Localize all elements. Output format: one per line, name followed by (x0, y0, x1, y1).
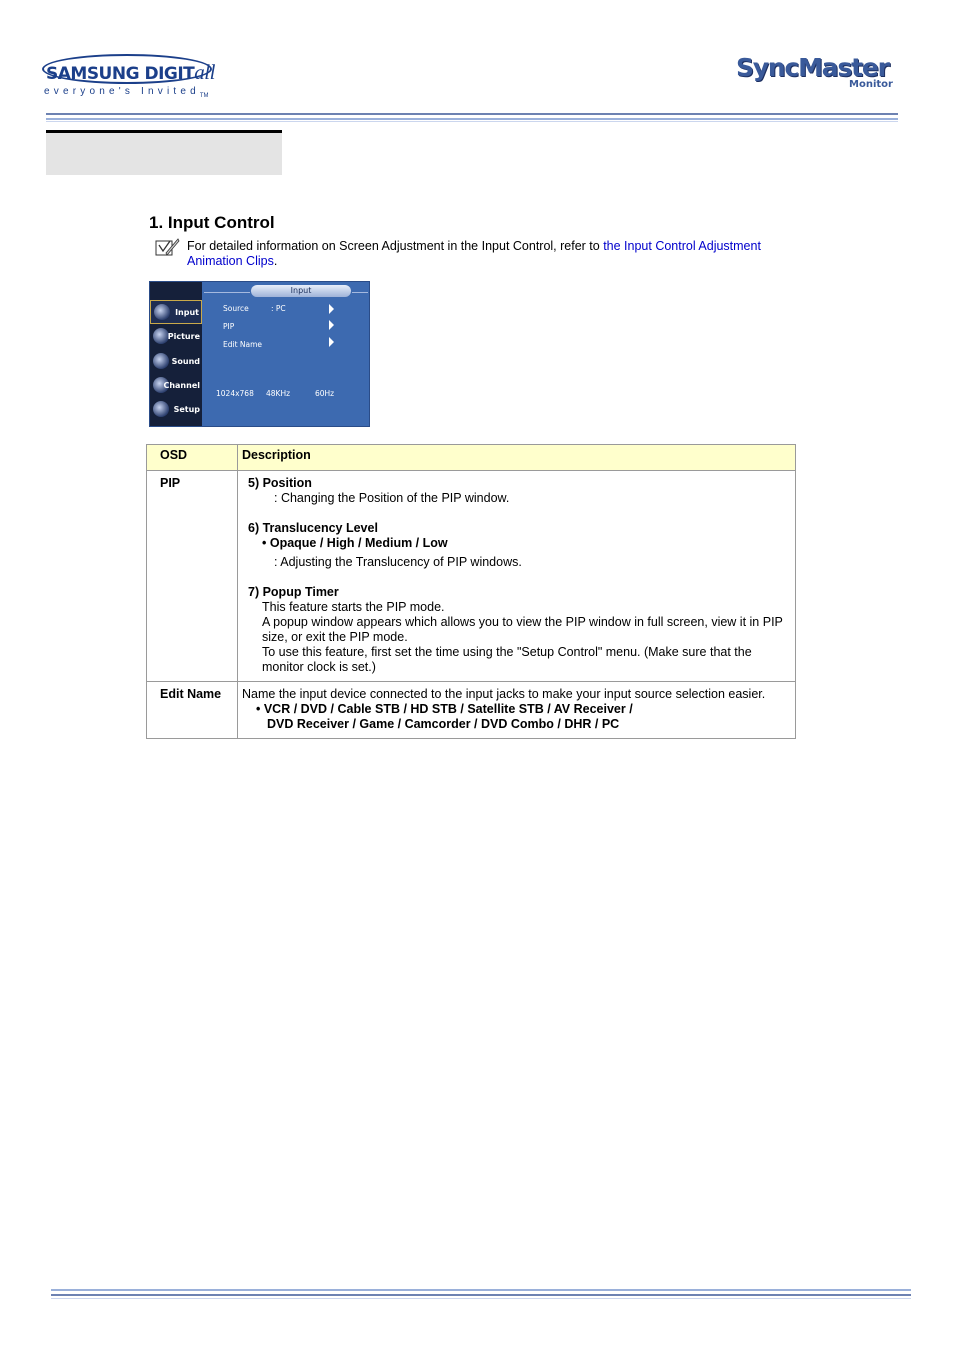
note-pencil-icon (154, 237, 180, 259)
edit-name-desc: Name the input device connected to the input jacks to make your input source selection easier. (242, 687, 766, 701)
syncmaster-subtitle: Monitor (849, 79, 893, 90)
osd-row-pip: PIP (223, 322, 235, 331)
picture-icon (153, 328, 169, 344)
table-row (147, 682, 796, 739)
osd-menu-channel: Channel (150, 374, 202, 398)
osd-refresh: 60Hz (315, 389, 335, 398)
osd-title-line (352, 292, 368, 293)
osd-menu-input: Input (150, 300, 202, 324)
pip-translucency-block (248, 521, 791, 570)
osd-menu-picture: Picture (150, 325, 202, 349)
footer-divider (51, 1298, 911, 1299)
osd-description-table (146, 444, 796, 739)
chevron-right-icon (329, 320, 334, 330)
osd-row-source: Source (223, 304, 249, 313)
edit-name-devices-2: DVD Receiver / Game / Camcorder / DVD Combo / DHR / PC (267, 717, 620, 731)
pip-popup-block (248, 585, 791, 675)
osd-frequency: 48KHz (266, 389, 291, 398)
description-cell-edit-name (238, 682, 796, 739)
osd-menu-sidebar (150, 282, 202, 427)
table-header-row (147, 445, 796, 471)
samsung-tagline: everyone's Invited$_{TM}$ (44, 86, 209, 99)
chevron-right-icon (329, 337, 334, 347)
osd-resolution: 1024x768 (216, 389, 254, 398)
samsung-digitall-logo (42, 48, 214, 102)
osd-menu-sound: Sound (150, 350, 202, 374)
table-row (147, 471, 796, 682)
pip-position-title: 5) Position (248, 476, 312, 490)
osd-row-source-value: : PC (271, 304, 286, 313)
pip-position-desc: : Changing the Position of the PIP window. (274, 491, 510, 505)
footer-divider (51, 1289, 911, 1291)
column-header-osd: OSD (147, 445, 238, 471)
note-text: For detailed information on Screen Adjustment in the Input Control, refer to (187, 239, 604, 253)
description-cell-pip (238, 471, 796, 682)
osd-cell-pip: PIP (147, 471, 238, 682)
osd-screenshot (149, 281, 370, 427)
pip-popup-line3: To use this feature, first set the time using the "Setup Control" menu. (Make sure that the monitor clock is set.) (262, 645, 752, 674)
pip-popup-title: 7) Popup Timer (248, 585, 339, 599)
note-end: . (273, 254, 278, 268)
osd-row-edit-name: Edit Name (223, 340, 263, 349)
sound-icon (153, 353, 169, 369)
input-icon (154, 304, 170, 320)
setup-icon (153, 401, 169, 417)
header-divider (46, 118, 898, 120)
footer-divider (51, 1294, 911, 1296)
header-divider (46, 113, 898, 115)
chevron-right-icon (329, 304, 334, 314)
osd-title-line (204, 292, 250, 293)
pip-translucency-title: 6) Translucency Level (248, 521, 378, 535)
edit-name-devices-1: • VCR / DVD / Cable STB / HD STB / Satellite STB / AV Receiver / (256, 702, 633, 716)
osd-cell-edit-name: Edit Name (147, 682, 238, 739)
pip-translucency-options: • Opaque / High / Medium / Low (262, 536, 448, 550)
info-note (187, 239, 767, 269)
pip-position-block (248, 476, 791, 506)
page-heading: 1. Input Control (149, 213, 275, 232)
pip-translucency-desc: : Adjusting the Translucency of PIP windows. (274, 555, 522, 569)
osd-title: Input (251, 285, 351, 297)
osd-menu-setup: Setup (150, 398, 202, 422)
animation-clip-link[interactable]: the Input Control Adjustment Animation Clips (187, 239, 761, 268)
section-title-box (46, 130, 282, 175)
syncmaster-name: SyncMaster (736, 53, 889, 82)
samsung-brand: SAMSUNG DIGITall (46, 60, 215, 84)
pip-popup-line2: A popup window appears which allows you to view the PIP window in full screen, view it in PIP size, or exit the PIP mode. (262, 615, 783, 644)
header-divider (46, 121, 898, 122)
column-header-description: Description (238, 445, 796, 471)
pip-popup-line1: This feature starts the PIP mode. (262, 600, 445, 614)
syncmaster-logo (736, 53, 896, 93)
